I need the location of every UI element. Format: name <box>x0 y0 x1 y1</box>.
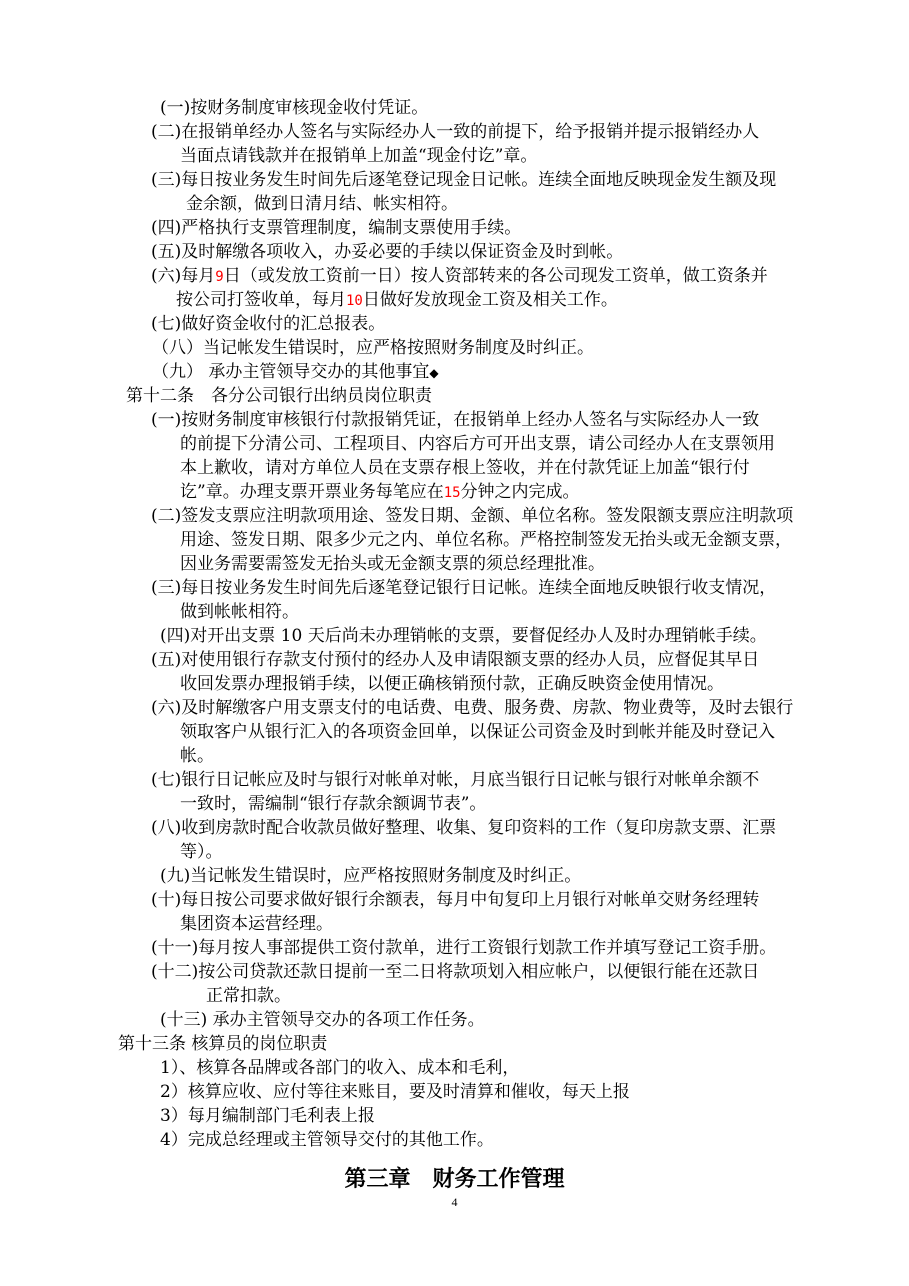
sec11-item-6-cont <box>176 288 618 313</box>
sec12-item-12: (十二)按公司贷款还款日提前一至二日将款项划入相应帐户，以便银行能在还款日 <box>151 962 760 982</box>
sec11-item-6-pre: (六)每月 <box>151 266 216 286</box>
sec13-item-3: 3）每月编制部门毛利表上报 <box>160 1106 375 1126</box>
sec11-item-1: (一)按财务制度审核现金收付凭证。 <box>160 98 429 118</box>
sec11-item-2: (二)在报销单经办人签名与实际经办人一致的前提下，给予报销并提示报销经办人 <box>151 122 760 142</box>
sec12-item-5-cont: 收回发票办理报销手续，以便正确核销预付款，正确反映资金使用情况。 <box>180 674 724 694</box>
sec11-item-9-text: （九） 承办主管领导交办的其他事宜 <box>152 362 430 382</box>
sec11-item-6 <box>151 264 768 289</box>
sec11-item-6b-day: 10 <box>346 293 363 309</box>
sec12-item-1d-minutes: 15 <box>443 485 461 501</box>
sec12-item-10-cont: 集团资本运营经理。 <box>180 914 333 934</box>
sec13-title: 第十三条 核算员的岗位职责 <box>118 1034 328 1054</box>
sec12-item-6-cont-2: 帐。 <box>180 746 214 766</box>
sec12-item-5: (五)对使用银行存款支付预付的经办人及申请限额支票的经办人员，应督促其早日 <box>151 650 760 670</box>
sec11-item-9 <box>152 360 439 385</box>
sec12-item-6-cont-1: 领取客户从银行汇入的各项资金回单，以保证公司资金及时到帐并能及时登记入 <box>180 722 775 742</box>
sec12-item-13: (十三) 承办主管领导交办的各项工作任务。 <box>160 1010 485 1030</box>
sec12-item-3: (三)每日按业务发生时间先后逐笔登记银行日记帐。连续全面地反映银行收支情况， <box>151 578 777 598</box>
sec13-item-4: 4）完成总经理或主管领导交付的其他工作。 <box>160 1130 494 1150</box>
sec11-item-7: (七)做好资金收付的汇总报表。 <box>151 314 386 334</box>
sec12-item-8: (八)收到房款时配合收款员做好整理、收集、复印资料的工作（复印房款支票、汇票 <box>151 818 777 838</box>
sec12-item-4: (四)对开出支票 10 天后尚未办理销帐的支票，要督促经办人及时办理销帐手续。 <box>160 626 767 646</box>
sec12-item-2: (二)签发支票应注明款项用途、签发日期、金额、单位名称。签发限额支票应注明款项 <box>151 506 794 526</box>
sec12-item-11: (十一)每月按人事部提供工资付款单，进行工资银行划款工作并填写登记工资手册。 <box>151 938 777 958</box>
sec12-item-3-cont: 做到帐帐相符。 <box>180 602 299 622</box>
sec11-item-5: (五)及时解缴各项收入，办妥必要的手续以保证资金及时到帐。 <box>151 242 624 262</box>
sec11-item-4: (四)严格执行支票管理制度，编制支票使用手续。 <box>151 218 522 238</box>
sec12-item-1-cont-3 <box>180 480 580 505</box>
sec12-title: 第十二条 各分公司银行出纳员岗位职责 <box>126 386 432 406</box>
sec11-item-6-post: 日（或发放工资前一日）按人资部转来的各公司现发工资单，做工资条并 <box>223 266 768 286</box>
sec11-item-8: （八）当记帐发生错误时，应严格按照财务制度及时纠正。 <box>152 338 594 358</box>
page-number: 4 <box>451 1195 458 1209</box>
sec12-item-1-cont-2: 本上歉收，请对方单位人员在支票存根上签收，并在付款凭证上加盖“银行付 <box>180 458 750 478</box>
sec12-item-1d-post: 分钟之内完成。 <box>460 482 580 502</box>
sec11-item-2-cont: 当面点请钱款并在报销单上加盖“现金付讫”章。 <box>180 146 538 166</box>
chapter-heading: 第三章 财务工作管理 <box>344 1167 565 1192</box>
sec12-item-2-cont-2: 因业务需要需签发无抬头或无金额支票的须总经理批准。 <box>180 554 605 574</box>
sec12-item-2-cont-1: 用途、签发日期、限多少元之内、单位名称。严格控制签发无抬头或无金额支票， <box>180 530 792 550</box>
sec12-item-1d-pre: 讫”章。办理支票开票业务每笔应在 <box>180 482 444 502</box>
bullet-diamond-icon: ◆ <box>429 366 439 380</box>
sec12-item-9: (九)当记帐发生错误时，应严格按照财务制度及时纠正。 <box>160 866 582 886</box>
sec13-item-2: 2）核算应收、应付等往来账目，要及时清算和催收，每天上报 <box>160 1082 630 1102</box>
sec12-item-12-cont: 正常扣款。 <box>206 986 291 1006</box>
sec11-item-6b-post: 日做好发放现金工资及相关工作。 <box>362 290 618 310</box>
sec11-item-3: (三)每日按业务发生时间先后逐笔登记现金日记帐。连续全面地反映现金发生额及现 <box>151 170 777 190</box>
sec11-item-6-day: 9 <box>215 269 224 285</box>
sec12-item-7-cont: 一致时，需编制“银行存款余额调节表”。 <box>180 794 487 814</box>
sec12-item-8-cont: 等）。 <box>180 842 223 862</box>
sec12-item-1: (一)按财务制度审核银行付款报销凭证，在报销单上经办人签名与实际经办人一致 <box>151 410 760 430</box>
sec11-item-3-cont: 金余额，做到日清月结、帐实相符。 <box>186 194 458 214</box>
sec12-item-6: (六)及时解缴客户用支票支付的电话费、电费、服务费、房款、物业费等，及时去银行 <box>151 698 794 718</box>
sec13-item-1: 1）、核算各品牌或各部门的收入、成本和毛利， <box>160 1058 520 1078</box>
sec12-item-10: (十)每日按公司要求做好银行余额表，每月中旬复印上月银行对帐单交财务经理转 <box>151 890 760 910</box>
sec12-item-1-cont-1: 的前提下分清公司、工程项目、内容后方可开出支票，请公司经办人在支票领用 <box>180 434 775 454</box>
sec11-item-6b-pre: 按公司打签收单，每月 <box>176 290 346 310</box>
sec12-item-7: (七)银行日记帐应及时与银行对帐单对帐，月底当银行日记帐与银行对帐单余额不 <box>151 770 760 790</box>
